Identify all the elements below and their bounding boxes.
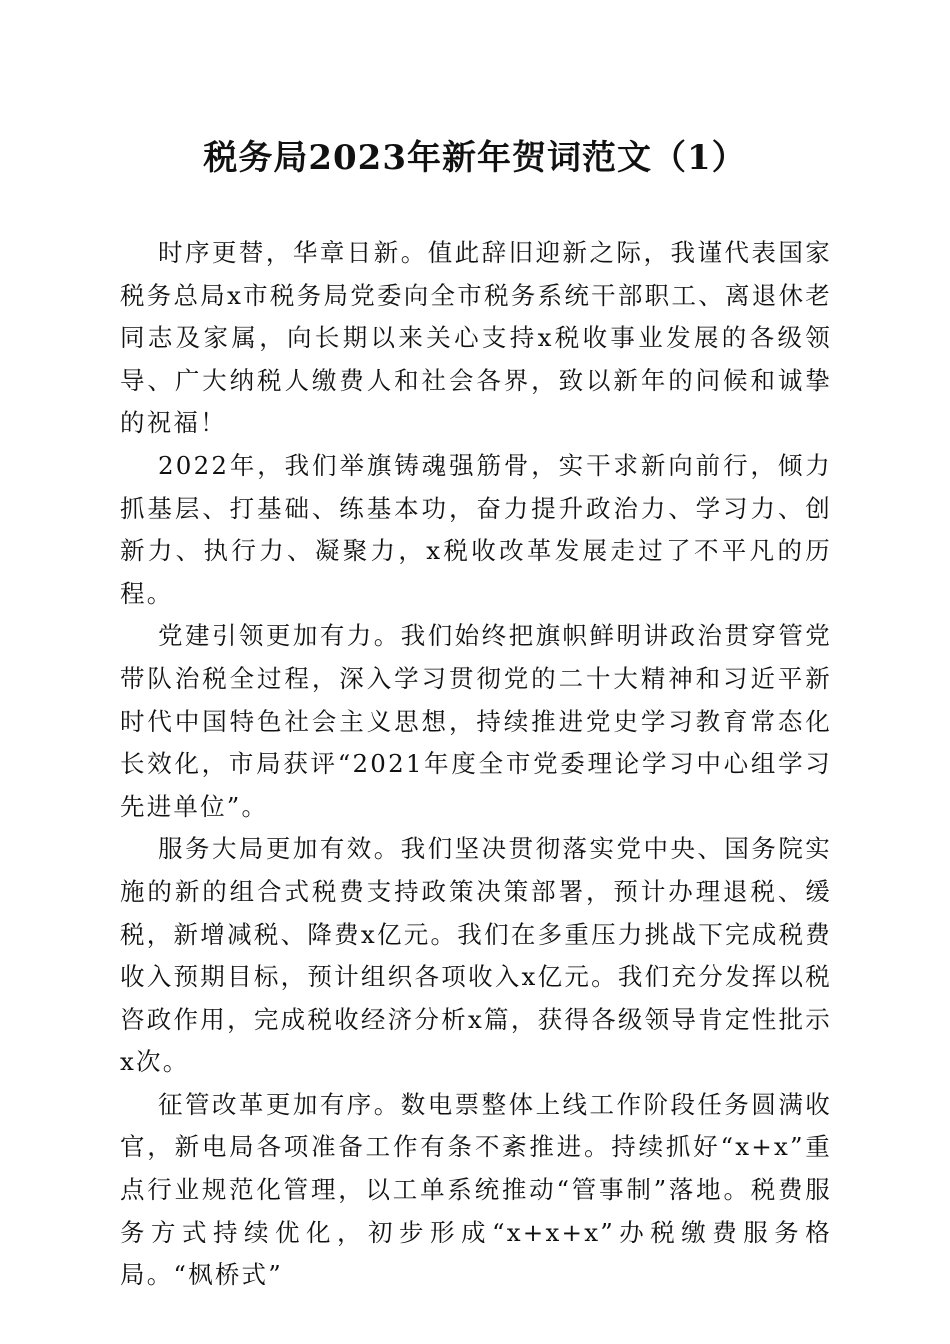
paragraph-serving-overall: 服务大局更加有效。我们坚决贯彻落实党中央、国务院实施的新的组合式税费支持政策决策部署，预计办理退税、缓税，新增减税、降费x亿元。我们在多重压力挑战下完成税费收入预期目标，预计组织各项收入x亿元。我们充分发挥以税咨政作用，完成税收经济分析x篇，获得各级领导肯定性批示x次。 xyxy=(120,834,832,1077)
paragraph-collection-reform: 征管改革更加有序。数电票整体上线工作阶段任务圆满收官，新电局各项准备工作有条不紊推进。持续抓好“x+x”重点行业规范化管理，以工单系统推动“管事制”落地。税费服务方式持续优化，初步形成“x+x+x”办税缴费服务格局。“枫桥式” xyxy=(120,1089,832,1290)
document-title: 税务局2023年新年贺词范文（1） xyxy=(203,138,747,178)
paragraph-greeting: 时序更替，华章日新。值此辞旧迎新之际，我谨代表国家税务总局x市税务局党委向全市税务系统干部职工、离退休老同志及家属，向长期以来关心支持x税收事业发展的各级领导、广大纳税人缴费人和社会各界，致以新年的问候和诚挚的祝福！ xyxy=(120,238,832,438)
paragraph-party-building: 党建引领更加有力。我们始终把旗帜鲜明讲政治贯穿管党带队治税全过程，深入学习贯彻党的二十大精神和习近平新时代中国特色社会主义思想，持续推进党史学习教育常态化长效化，市局获评“2021年度全市党委理论学习中心组学习先进单位”。 xyxy=(120,621,832,821)
paragraph-2022-review: 2022年，我们举旗铸魂强筋骨，实干求新向前行，倾力抓基层、打基础、练基本功，奋力提升政治力、学习力、创新力、执行力、凝聚力，x税收改革发展走过了不平凡的历程。 xyxy=(120,450,832,608)
document-body xyxy=(120,232,832,1297)
